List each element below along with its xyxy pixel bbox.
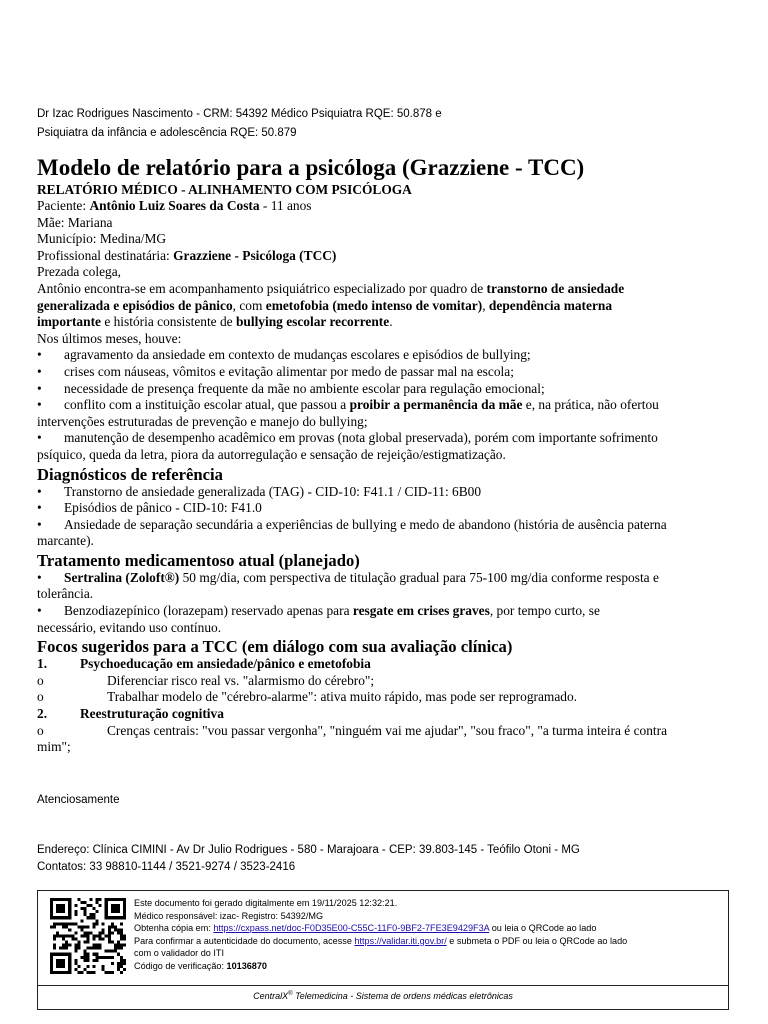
patient-line — [37, 198, 737, 215]
verification-label: Código de verificação: — [134, 960, 227, 971]
treatment-heading: Tratamento medicamentoso atual (planejado) — [37, 550, 360, 570]
treatment-2-text-a: Benzodiazepínico (lorazepam) reservado apenas para — [64, 603, 353, 619]
copy-suffix: ou leia o QRCode ao lado — [489, 923, 597, 933]
signature-divider — [38, 985, 728, 986]
treatment-item-1 — [37, 570, 737, 587]
focus-sub-2a-text: Crenças centrais: "vou passar vergonha", "ninguém vai me ajudar", "sou fraco", "a turma inteira é contra — [107, 722, 668, 738]
recent-item-4-text-a: conflito com a instituição escolar atual, que passou a — [64, 397, 350, 413]
copy-link[interactable]: https://cxpass.net/doc-F0D35E00-C55C-11F0-9BF2-7FE3E9429F3A — [213, 923, 490, 933]
bullet-mark: • — [37, 483, 42, 499]
treatment-item-2 — [37, 603, 737, 620]
bullet-mark: • — [37, 603, 42, 619]
treatment-item-1-cont: tolerância. — [37, 586, 94, 602]
patient-name: Antônio Luiz Soares da Costa — [89, 198, 260, 213]
doctor-header-line-2: Psiquiatra da infância e adolescência RQE: 50.879 — [37, 127, 297, 139]
recent-item-5-cont: psíquico, queda da letra, piora da autorregulação e sensação de rejeição/estigmatização. — [37, 446, 506, 462]
intro-text-3: , — [482, 297, 489, 313]
bullet-mark: • — [37, 500, 42, 516]
recent-item-4 — [37, 397, 737, 414]
diagnosis-1-text: Transtorno de ansiedade generalizada (TAG) - CID-10: F41.1 / CID-11: 6B00 — [64, 483, 482, 499]
focus-sub-1a — [37, 673, 737, 690]
intro-line-1 — [37, 281, 737, 298]
intro-text-2: , com — [232, 297, 266, 313]
recent-item-4-bold: proibir a permanência da mãe — [349, 397, 523, 413]
generated-line: Este documento foi gerado digitalmente em 19/11/2025 12:32:21. — [134, 898, 398, 908]
intro-text-4: e história consistente de — [100, 314, 236, 330]
bullet-mark: • — [37, 516, 42, 532]
diagnosis-3-text: Ansiedade de separação secundária a experiências de bullying e medo de abandono (história de ausência paterna — [64, 516, 667, 532]
confirm-label: Para confirmar a autenticidade do documento, acesse — [134, 935, 355, 946]
confirm-suffix: e submeta o PDF ou leia o QRCode ao lado — [446, 935, 628, 946]
intro-bold-3: emetofobia (medo intenso de vomitar) — [265, 297, 483, 313]
recent-item-4-text-c: e, na prática, não ofertou — [522, 397, 659, 413]
intro-bold-5: importante — [37, 314, 101, 330]
focus-number-2: 2. — [37, 706, 48, 722]
focus-item-2 — [37, 706, 737, 723]
intro-bold-6: bullying escolar recorrente — [235, 314, 390, 330]
diagnosis-item-3-cont: marcante). — [37, 533, 94, 549]
sub-bullet-mark: o — [37, 722, 44, 738]
recipient-label: Profissional destinatária: — [37, 247, 174, 263]
recent-item-1 — [37, 347, 737, 364]
diagnoses-heading: Diagnósticos de referência — [37, 464, 223, 484]
diagnosis-item-2 — [37, 500, 737, 517]
bullet-mark: • — [37, 397, 42, 413]
intro-line-3 — [37, 314, 737, 331]
recent-item-5-text: manutenção de desempenho acadêmico em provas (nota global preservada), porém com importante sofrimento — [64, 430, 658, 446]
verification-code: 10136870 — [226, 960, 267, 971]
clinic-footer — [37, 842, 580, 875]
patient-label: Paciente: — [37, 198, 90, 213]
intro-text-5: . — [389, 314, 393, 330]
doctor-header-line-1: Dr Izac Rodrigues Nascimento - CRM: 54392 Médico Psiquiatra RQE: 50.878 e — [37, 108, 442, 120]
mother-line: Mãe: Mariana — [37, 214, 113, 230]
recent-item-2 — [37, 364, 737, 381]
bullet-mark: • — [37, 380, 42, 396]
bullet-mark: • — [37, 363, 42, 379]
recent-item-2-text: crises com náuseas, vômitos e evitação alimentar por medo de passar mal na escola; — [64, 363, 514, 379]
recent-item-5 — [37, 430, 737, 447]
sub-bullet-mark: o — [37, 672, 44, 688]
copy-label: Obtenha cópia em: — [134, 923, 214, 933]
intro-bold-1: transtorno de ansiedade — [486, 280, 625, 296]
city-line: Município: Medina/MG — [37, 231, 167, 247]
signature-info — [134, 897, 719, 972]
recent-item-4-cont: intervenções estruturadas de prevenção e manejo do bullying; — [37, 413, 368, 429]
greeting: Prezada colega, — [37, 264, 122, 280]
diagnosis-item-3 — [37, 517, 737, 534]
diagnosis-2-text: Episódios de pânico - CID-10: F41.0 — [64, 500, 262, 516]
confirm-line-2: com o validador do ITI — [134, 948, 224, 958]
clinic-address: Endereço: Clínica CIMINI - Av Dr Julio Rodrigues - 580 - Marajoara - CEP: 39.803-145 - Teófilo Otoni - MG — [37, 844, 580, 856]
recipient-name: Grazziene - Psicóloga (TCC) — [173, 247, 337, 263]
focus-heading: Focos sugeridos para a TCC (em diálogo com sua avaliação clínica) — [37, 637, 513, 657]
system-caption — [38, 991, 728, 1001]
report-body — [37, 154, 737, 756]
focus-item-1-text: Psychoeducação em ansiedade/pânico e emetofobia — [80, 656, 371, 672]
digital-signature-box — [37, 890, 729, 1010]
qr-code-icon — [50, 898, 126, 974]
treatment-2-bold: resgate em crises graves — [352, 603, 490, 619]
brand-name: CentralX — [253, 991, 289, 1001]
caption-text: Telemedicina - Sistema de ordens médicas eletrônicas — [292, 991, 513, 1001]
treatment-2-text-c: , por tempo curto, se — [489, 603, 600, 619]
sub-bullet-mark: o — [37, 689, 44, 705]
focus-sub-1a-text: Diferenciar risco real vs. "alarmismo do cérebro"; — [107, 672, 375, 688]
focus-sub-1b-text: Trabalhar modelo de "cérebro-alarme": ativa muito rápido, mas pode ser reprogramado. — [107, 689, 578, 705]
verification-line — [134, 960, 719, 973]
doctor-line: Médico responsável: izac- Registro: 54392/MG — [134, 910, 324, 921]
bullet-mark: • — [37, 569, 42, 585]
focus-sub-2a — [37, 723, 737, 740]
treatment-item-2-cont: necessário, evitando uso contínuo. — [37, 619, 222, 635]
recent-item-3 — [37, 381, 737, 398]
focus-item-1 — [37, 656, 737, 673]
focus-item-2-text: Reestruturação cognitiva — [80, 706, 224, 722]
diagnosis-item-1 — [37, 484, 737, 501]
validate-link[interactable]: https://validar.iti.gov.br/ — [354, 935, 447, 946]
confirm-line — [134, 935, 719, 948]
recent-intro: Nos últimos meses, houve: — [37, 330, 182, 346]
bullet-mark: • — [37, 347, 42, 363]
report-subtitle: RELATÓRIO MÉDICO - ALINHAMENTO COM PSICÓLOGA — [37, 182, 412, 197]
report-title: Modelo de relatório para a psicóloga (Grazziene - TCC) — [37, 155, 585, 180]
doctor-header — [37, 105, 442, 143]
closing: Atenciosamente — [37, 794, 120, 806]
focus-sub-2a-cont: mim"; — [37, 739, 71, 755]
recipient-line — [37, 248, 737, 265]
patient-age: - 11 anos — [259, 198, 312, 213]
intro-bold-4: dependência materna — [488, 297, 613, 313]
treatment-1-text: 50 mg/dia, com perspectiva de titulação gradual para 75-100 mg/dia conforme resposta e — [179, 569, 659, 585]
recent-item-3-text: necessidade de presença frequente da mãe no ambiente escolar para regulação emocional; — [64, 380, 545, 396]
focus-number-1: 1. — [37, 656, 48, 672]
bullet-mark: • — [37, 430, 42, 446]
focus-sub-1b — [37, 689, 737, 706]
recent-item-1-text: agravamento da ansiedade em contexto de mudanças escolares e episódios de bullying; — [64, 347, 531, 363]
clinic-contacts: Contatos: 33 98810-1144 / 3521-9274 / 3523-2416 — [37, 860, 296, 873]
treatment-1-drug: Sertralina (Zoloft®) — [64, 569, 180, 585]
intro-bold-2: generalizada e episódios de pânico — [37, 297, 233, 313]
intro-line-2 — [37, 298, 737, 315]
intro-text-1: Antônio encontra-se em acompanhamento psiquiátrico especializado por quadro de — [37, 280, 487, 296]
copy-line — [134, 922, 719, 935]
registered-mark: ® — [288, 991, 293, 997]
